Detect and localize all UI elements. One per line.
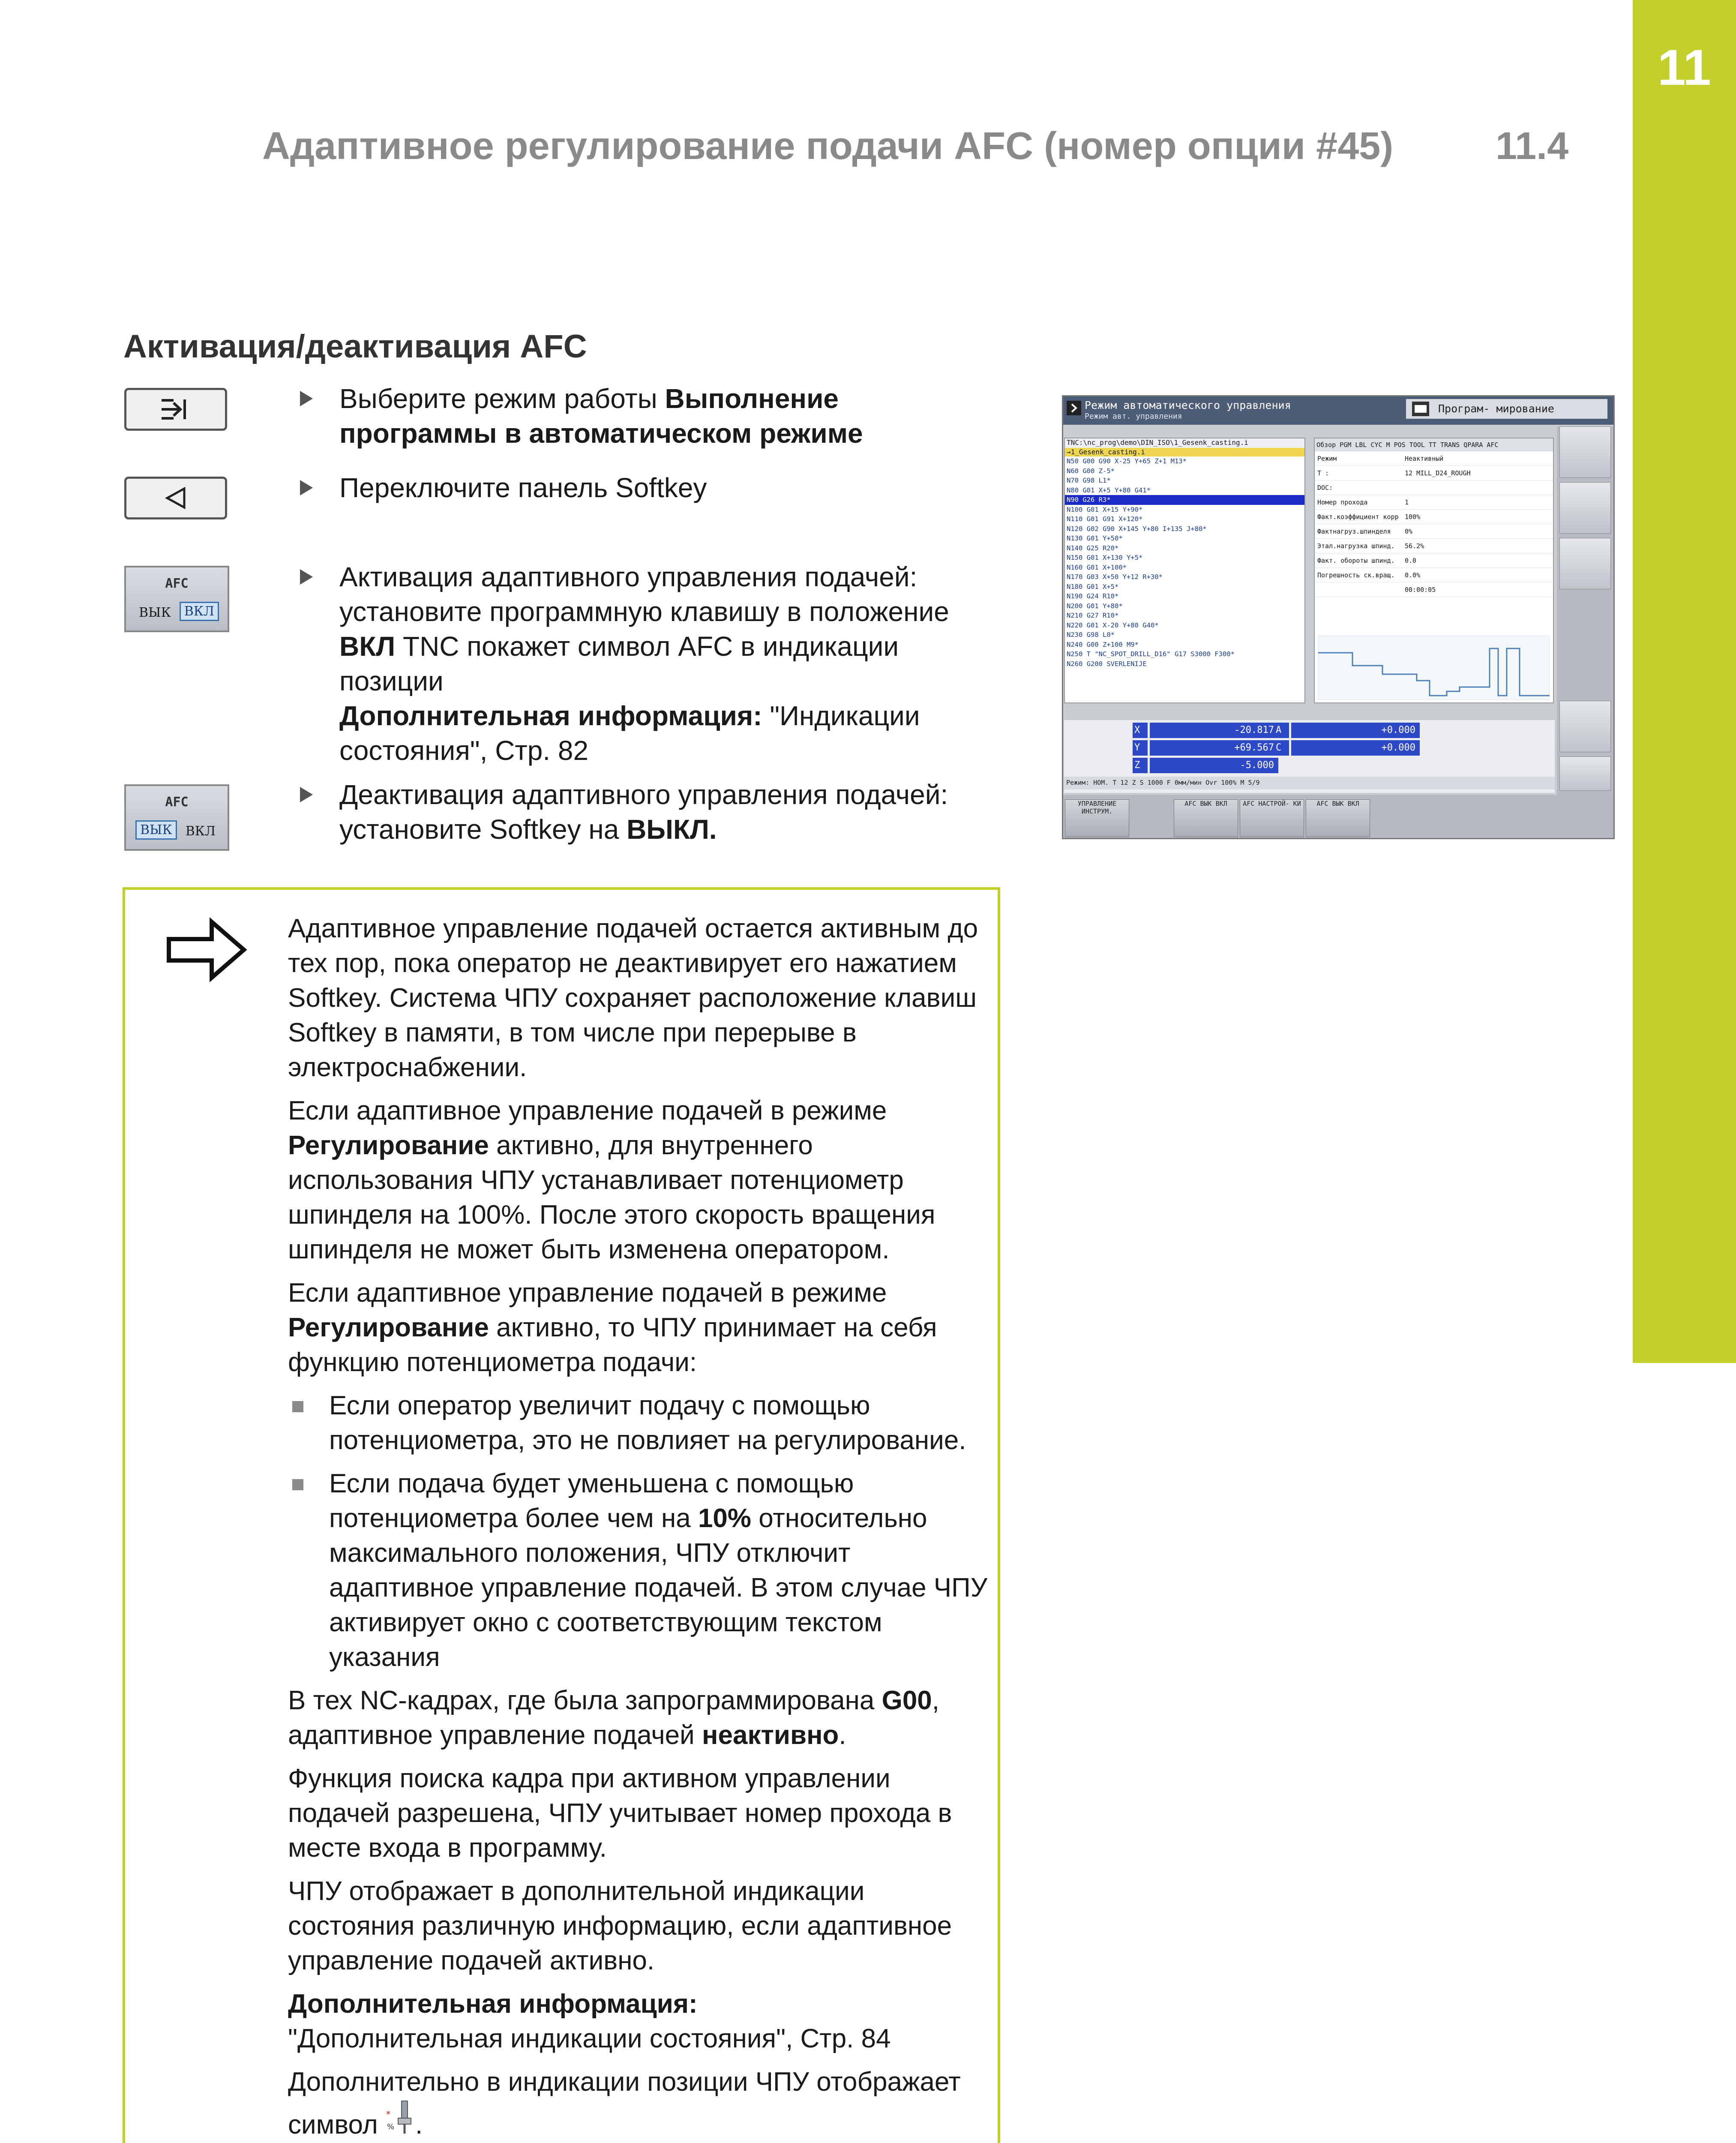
nc-program-line: N130 G01 Y+50* (1067, 534, 1123, 542)
side-softkey-f100 (1559, 756, 1611, 791)
afc-status-row (1315, 539, 1553, 553)
section-heading: Активация/деактивация AFC (123, 328, 587, 365)
note-box (123, 887, 1000, 2143)
step-text: Переключите панель Softkey (339, 472, 707, 503)
axis-value: -5.000 (1150, 758, 1278, 773)
chapter-tab (1633, 0, 1736, 1363)
nc-program-line: N150 G01 X+130 Y+5* (1067, 554, 1143, 561)
status-tabs: Обзор PGM LBL CYC M POS TOOL TT TRANS QPARA AFC (1315, 438, 1553, 451)
nc-program-line: N180 G01 X+5* (1067, 582, 1119, 591)
bullet-triangle-icon (300, 480, 313, 495)
side-softkey-t (1559, 538, 1611, 589)
spindle-load-graph (1318, 636, 1550, 700)
step-3 (300, 560, 994, 768)
afc-status-value: Неактивный (1405, 455, 1444, 462)
afc-status-row (1315, 466, 1553, 480)
page-header-section-number: 11.4 (1496, 125, 1569, 168)
axis-value: +0.000 (1291, 740, 1420, 756)
afc-rows (1315, 451, 1553, 597)
nc-program-line: N90 G26 R3* (1065, 495, 1304, 505)
nc-program-line: N110 G01 G91 X+120* (1067, 515, 1143, 523)
nc-program-line: N60 G00 Z-5* (1067, 467, 1115, 475)
program-listing (1064, 438, 1305, 703)
afc-status-row (1315, 495, 1553, 510)
step-text: TNC покажет символ AFC в индикации позиции (339, 631, 899, 696)
afc-status-key: DOC: (1317, 484, 1333, 492)
afc-status-key: Номер прохода (1317, 498, 1368, 506)
afc-status-key: Фактнагруз.шпинделя (1317, 528, 1391, 535)
nc-program-line: N140 G25 R20* (1067, 544, 1119, 552)
afc-status-value: 0.0 (1405, 557, 1417, 564)
afc-status-value: 1 (1405, 498, 1409, 506)
afc-status-row (1315, 451, 1553, 466)
bottom-softkey-4: AFC ВЫК ВКЛ (1306, 799, 1370, 837)
side-softkey-s (1559, 482, 1611, 534)
softkey-label: AFC (165, 576, 189, 591)
afc-status-value: 100% (1405, 513, 1421, 521)
program-path: TNC:\nc_prog\demo\DIN_ISO\1_Gesenk_casting.i (1065, 438, 1304, 448)
softkey-on-label: ВКЛ (180, 602, 219, 621)
step-emphasis: Выполнение программы в автоматическом режиме (339, 383, 863, 449)
note-body (288, 911, 991, 2143)
note-paragraph: Адаптивное управление подачей остается активным до тех пор, пока оператор не деактивирует его нажатием Softkey. Система ЧПУ сохраняет расположение клавиш Softkey в памяти, в том числе при перерыве в электроснабжении. (288, 914, 978, 1082)
programming-mode-tab (1406, 399, 1607, 419)
nc-program-line: N100 G01 X+15 Y+90* (1067, 505, 1143, 513)
nc-program-line: N220 G01 X-20 Y+80 G40* (1067, 621, 1159, 629)
bullet-triangle-icon (300, 787, 313, 802)
mode-title: Режим автоматического управления (1085, 399, 1291, 411)
afc-status-value: 56.2% (1405, 542, 1424, 550)
afc-status-row (1315, 480, 1553, 495)
note-paragraph: Если адаптивное управление подачей в режиме Регулирование активно, то ЧПУ принимает на себя функцию потенциометра подачи: (288, 1278, 937, 1377)
step-emphasis: ВКЛ (339, 631, 396, 662)
bullet-triangle-icon (300, 569, 313, 585)
softkey-off-label: ВЫК (135, 820, 177, 840)
bullet-square-icon (292, 1479, 303, 1490)
afc-status-row (1315, 582, 1553, 597)
afc-status-key: Режим (1317, 455, 1337, 462)
axis-label: Z (1133, 758, 1148, 773)
afc-symbol-icon (385, 2099, 415, 2136)
afc-status-row (1315, 568, 1553, 582)
afc-status-key: Погрешность ск.вращ. (1317, 571, 1395, 579)
triangle-left-icon (161, 485, 191, 511)
step-text: Выберите режим работы (339, 383, 665, 414)
nc-program-line: N190 G24 R10* (1067, 592, 1119, 600)
bullet-triangle-icon (300, 391, 313, 406)
more-info-label: Дополнительная информация: (339, 700, 762, 731)
note-paragraph: ЧПУ отображает в дополнительной индикации состояния различную информацию, если адаптивное управление подачей активно. (288, 1876, 952, 1975)
nc-program-line: N240 G00 Z+100 M9* (1067, 640, 1139, 648)
machine-side-panel (1557, 426, 1614, 795)
bottom-softkey-3: AFC НАСТРОЙ- КИ (1240, 799, 1304, 837)
afc-status-key: Этал.нагрузка шпинд. (1317, 542, 1395, 550)
program-run-icon (156, 394, 195, 424)
nc-lines (1065, 456, 1304, 669)
afc-status-row (1315, 553, 1553, 568)
nc-program-line: N70 G98 L1* (1067, 477, 1111, 484)
afc-status-row (1315, 510, 1553, 524)
nc-program-line: N160 G01 X+100* (1067, 563, 1127, 571)
programming-mode-label: Програм- мирование (1438, 402, 1554, 415)
step-1 (300, 381, 994, 451)
afc-status-key: Факт. обороты шпинд. (1317, 557, 1395, 564)
page-header-title: Адаптивное регулирование подачи AFC (номер опции #45) (262, 125, 1394, 168)
step-emphasis: ВЫКЛ. (627, 814, 717, 845)
nc-program-line: N120 G02 G90 X+145 Y+80 I+135 J+80* (1067, 525, 1207, 533)
tnc-screenshot (1062, 395, 1615, 839)
note-paragraph: В тех NC-кадрах, где была запрограммирована G00, адаптивное управление подачей неактивно. (288, 1686, 940, 1750)
nc-program-line: N230 G98 L0* (1067, 631, 1115, 639)
axis-label: Y (1133, 740, 1148, 756)
position-status-line: Режим: НОМ. T 12 Z S 1000 F 0мм/мин Ovr 100% M 5/9 (1064, 777, 1555, 789)
side-softkey-m (1559, 426, 1611, 478)
note-paragraph: Дополнительная информация: "Дополнительная индикации состояния", Стр. 84 (288, 1989, 891, 2053)
program-file: →1_Gesenk_casting.i (1065, 448, 1304, 456)
afc-status-value: 0% (1405, 528, 1413, 535)
afc-softkey-on (124, 566, 229, 632)
axis-label: A (1274, 723, 1289, 738)
afc-status-value: 12 MILL_D24_ROUGH (1405, 469, 1471, 477)
nc-program-line: N50 G00 G90 X-25 Y+65 Z+1 M13* (1067, 457, 1187, 465)
afc-status-value: 00:00:05 (1405, 586, 1436, 594)
note-paragraph: Дополнительно в индикации позиции ЧПУ отображает символ * % . (288, 2067, 961, 2140)
axis-label: X (1133, 723, 1148, 738)
nc-program-line: N210 G27 R10* (1067, 612, 1119, 619)
position-display (1064, 720, 1555, 793)
note-paragraph: Функция поиска кадра при активном управлении подачей разрешена, ЧПУ учитывает номер прохода в месте входа в программу. (288, 1764, 952, 1863)
nc-program-line: N260 G200 SVERLENIJE (1067, 660, 1147, 668)
bottom-softkey-1: УПРАВЛЕНИЕ ИНСТРУМ. (1065, 799, 1129, 837)
note-bullet: Если подача будет уменьшена с помощью потенциометра более чем на 10% относительно максимального положения, ЧПУ отключит адаптивное управление подачей. В этом случае ЧПУ активирует окно с соответствующим текстом указания (288, 1466, 991, 1675)
axis-label: C (1274, 740, 1289, 756)
bottom-softkey-2: AFC ВЫК ВКЛ (1174, 799, 1238, 837)
axis-value: +69.567 (1150, 740, 1278, 756)
svg-text:*: * (386, 2109, 391, 2119)
afc-softkey-off (124, 784, 229, 851)
mode-subtitle: Режим авт. управления (1085, 412, 1182, 421)
cross-reference: "Индикации состояния", Стр. 82 (339, 700, 920, 766)
program-run-full-sequence-key (124, 388, 227, 431)
axis-value: +0.000 (1291, 723, 1420, 738)
note-bullet: Если оператор увеличит подачу с помощью потенциометра, это не повлияет на регулирование. (288, 1388, 991, 1458)
step-4 (300, 777, 994, 847)
afc-status-panel (1314, 438, 1554, 703)
nc-program-line: N250 T "NC_SPOT_DRILL_D16" G17 S3000 F300* (1067, 650, 1235, 658)
softkey-bar-switch-key (124, 477, 227, 519)
nc-program-line: N170 G03 X+50 Y+12 R+30* (1067, 573, 1163, 581)
afc-status-value: 0.0% (1405, 571, 1421, 579)
program-run-icon (1067, 401, 1081, 415)
softkey-label: AFC (165, 795, 189, 810)
chapter-number: 11 (1658, 39, 1711, 96)
softkey-on-label: ВКЛ (185, 824, 216, 839)
softkey-row (1063, 795, 1615, 839)
afc-status-row (1315, 524, 1553, 539)
note-arrow-icon (165, 915, 250, 984)
axis-value: -20.817 (1150, 723, 1278, 738)
step-text: Активация адаптивного управления подачей: установите программную клавишу в положение (339, 561, 949, 627)
programming-icon (1412, 402, 1429, 416)
softkey-off-label: ВЫК (139, 605, 171, 620)
step-2 (300, 471, 994, 505)
nc-program-line: N80 G01 X+5 Y+80 G41* (1067, 486, 1151, 494)
screen-mode-bar (1063, 396, 1615, 425)
note-paragraph: Если адаптивное управление подачей в режиме Регулирование активно, для внутреннего использования ЧПУ устанавливает потенциометр шпинделя на 100%. После этого скорость вращения шпинделя не может быть изменена оператором. (288, 1096, 935, 1264)
bullet-square-icon (292, 1401, 303, 1412)
afc-status-key: Факт.коэффициент корр (1317, 513, 1399, 521)
step-text: Деактивация адаптивного управления подачей: установите Softkey на (339, 779, 948, 845)
nc-program-line: N200 G01 Y+80* (1067, 602, 1123, 610)
side-softkey-s100 (1559, 701, 1611, 752)
svg-text:%: % (387, 2122, 395, 2131)
afc-status-key: T : (1317, 469, 1329, 477)
